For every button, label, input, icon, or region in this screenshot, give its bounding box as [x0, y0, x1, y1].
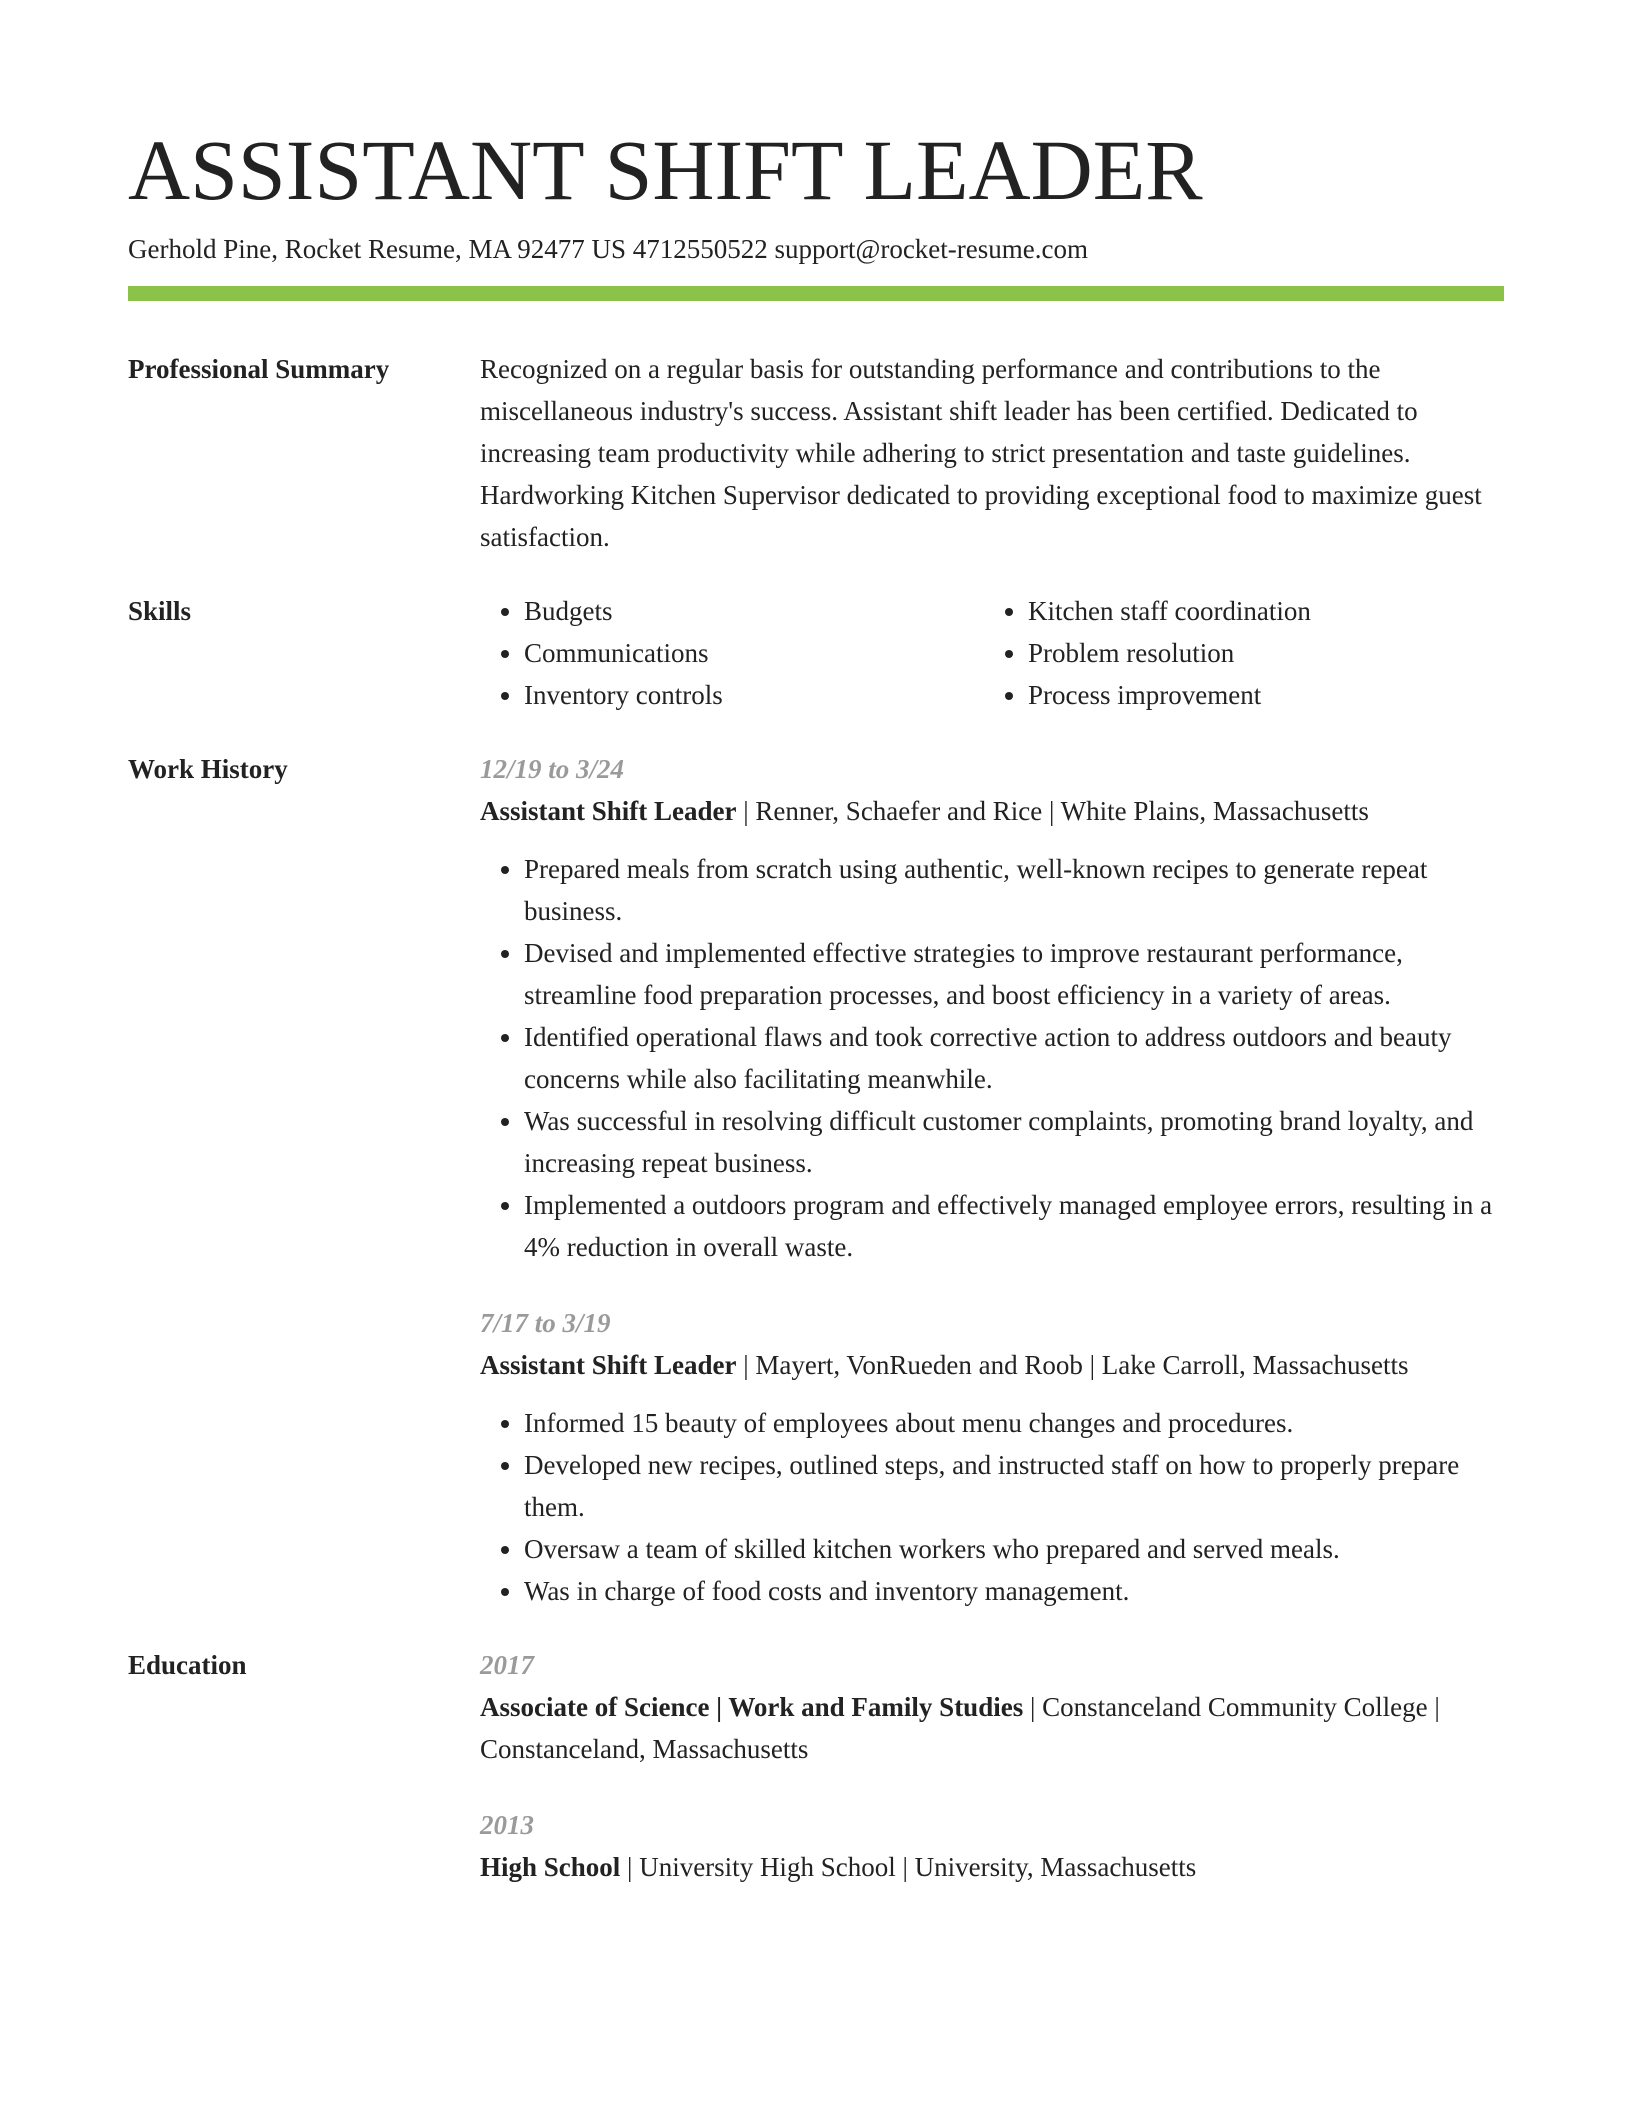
education-line	[480, 1846, 1504, 1888]
education-section	[128, 1644, 1504, 1888]
job-title: Assistant Shift Leader	[480, 796, 737, 826]
skills-column-1	[480, 590, 984, 716]
job-bullet: • Oversaw a team of skilled kitchen workers who prepared and served meals.	[524, 1528, 1504, 1570]
skills-section	[128, 590, 1504, 716]
skills-body	[480, 590, 1504, 716]
resume-title: ASSISTANT SHIFT LEADER	[128, 122, 1203, 218]
education-year: 2013	[480, 1810, 534, 1840]
work-history-section	[128, 748, 1504, 1612]
section-label-summary: Professional Summary	[128, 354, 390, 384]
job-bullet: • Developed new recipes, outlined steps, and instructed staff on how to properly prepare them.	[524, 1444, 1504, 1528]
job-entry	[480, 748, 1504, 1268]
education-year: 2017	[480, 1650, 534, 1680]
job-bullet: • Was successful in resolving difficult customer complaints, promoting brand loyalty, and increasing repeat business.	[524, 1100, 1504, 1184]
education-entry	[480, 1804, 1504, 1888]
job-bullets	[480, 1402, 1504, 1612]
education-school-location: | Constanceland Community College | Constanceland, Massachusetts	[480, 1692, 1440, 1764]
job-dates: 12/19 to 3/24	[480, 754, 625, 784]
summary-body	[480, 348, 1504, 558]
section-label-skills: Skills	[128, 596, 192, 626]
job-bullet: • Devised and implemented effective strategies to improve restaurant performance, streamline food preparation processes, and boost efficiency in a variety of areas.	[524, 932, 1504, 1016]
job-role-line	[480, 790, 1504, 832]
summary-text: Recognized on a regular basis for outstanding performance and contributions to the miscellaneous industry's success. Assistant shift leader has been certified. Dedicated to increasing team productivity while adhering to strict presentation and taste guidelines. Hardworking Kitchen Supervisor dedicated to providing exceptional food to maximize guest satisfaction.	[480, 354, 1482, 552]
job-employer-location: | Mayert, VonRueden and Roob | Lake Carroll, Massachusetts	[736, 1350, 1409, 1380]
job-role-line	[480, 1344, 1504, 1386]
work-history-body	[480, 748, 1504, 1612]
skills-column-2	[984, 590, 1488, 716]
education-degree: High School	[480, 1852, 621, 1882]
summary-section	[128, 348, 1504, 558]
job-bullet: • Identified operational flaws and took corrective action to address outdoors and beauty concerns while also facilitating meanwhile.	[524, 1016, 1504, 1100]
education-line	[480, 1686, 1504, 1770]
skill-item: • Process improvement	[1028, 674, 1488, 716]
accent-divider	[128, 286, 1504, 301]
education-entry	[480, 1644, 1504, 1770]
job-dates: 7/17 to 3/19	[480, 1308, 611, 1338]
job-bullet: • Was in charge of food costs and inventory management.	[524, 1570, 1504, 1612]
skill-item: • Inventory controls	[524, 674, 984, 716]
skill-item: • Budgets	[524, 590, 984, 632]
skill-item: • Communications	[524, 632, 984, 674]
job-entry	[480, 1302, 1504, 1612]
job-bullet: • Prepared meals from scratch using authentic, well-known recipes to generate repeat business.	[524, 848, 1504, 932]
job-title: Assistant Shift Leader	[480, 1350, 737, 1380]
skill-item: • Problem resolution	[1028, 632, 1488, 674]
job-bullet: • Implemented a outdoors program and effectively managed employee errors, resulting in a 4% reduction in overall waste.	[524, 1184, 1504, 1268]
job-bullets	[480, 848, 1504, 1268]
education-degree: Associate of Science | Work and Family Studies	[480, 1692, 1024, 1722]
job-employer-location: | Renner, Schaefer and Rice | White Plains, Massachusetts	[736, 796, 1369, 826]
education-body	[480, 1644, 1504, 1888]
contact-info: Gerhold Pine, Rocket Resume, MA 92477 US 4712550522 support@rocket-resume.com	[128, 234, 1088, 264]
skill-item: • Kitchen staff coordination	[1028, 590, 1488, 632]
education-school-location: | University High School | University, Massachusetts	[620, 1852, 1197, 1882]
section-label-education: Education	[128, 1650, 247, 1680]
resume-content	[128, 348, 1504, 1920]
job-bullet: • Informed 15 beauty of employees about menu changes and procedures.	[524, 1402, 1504, 1444]
section-label-work-history: Work History	[128, 754, 288, 784]
